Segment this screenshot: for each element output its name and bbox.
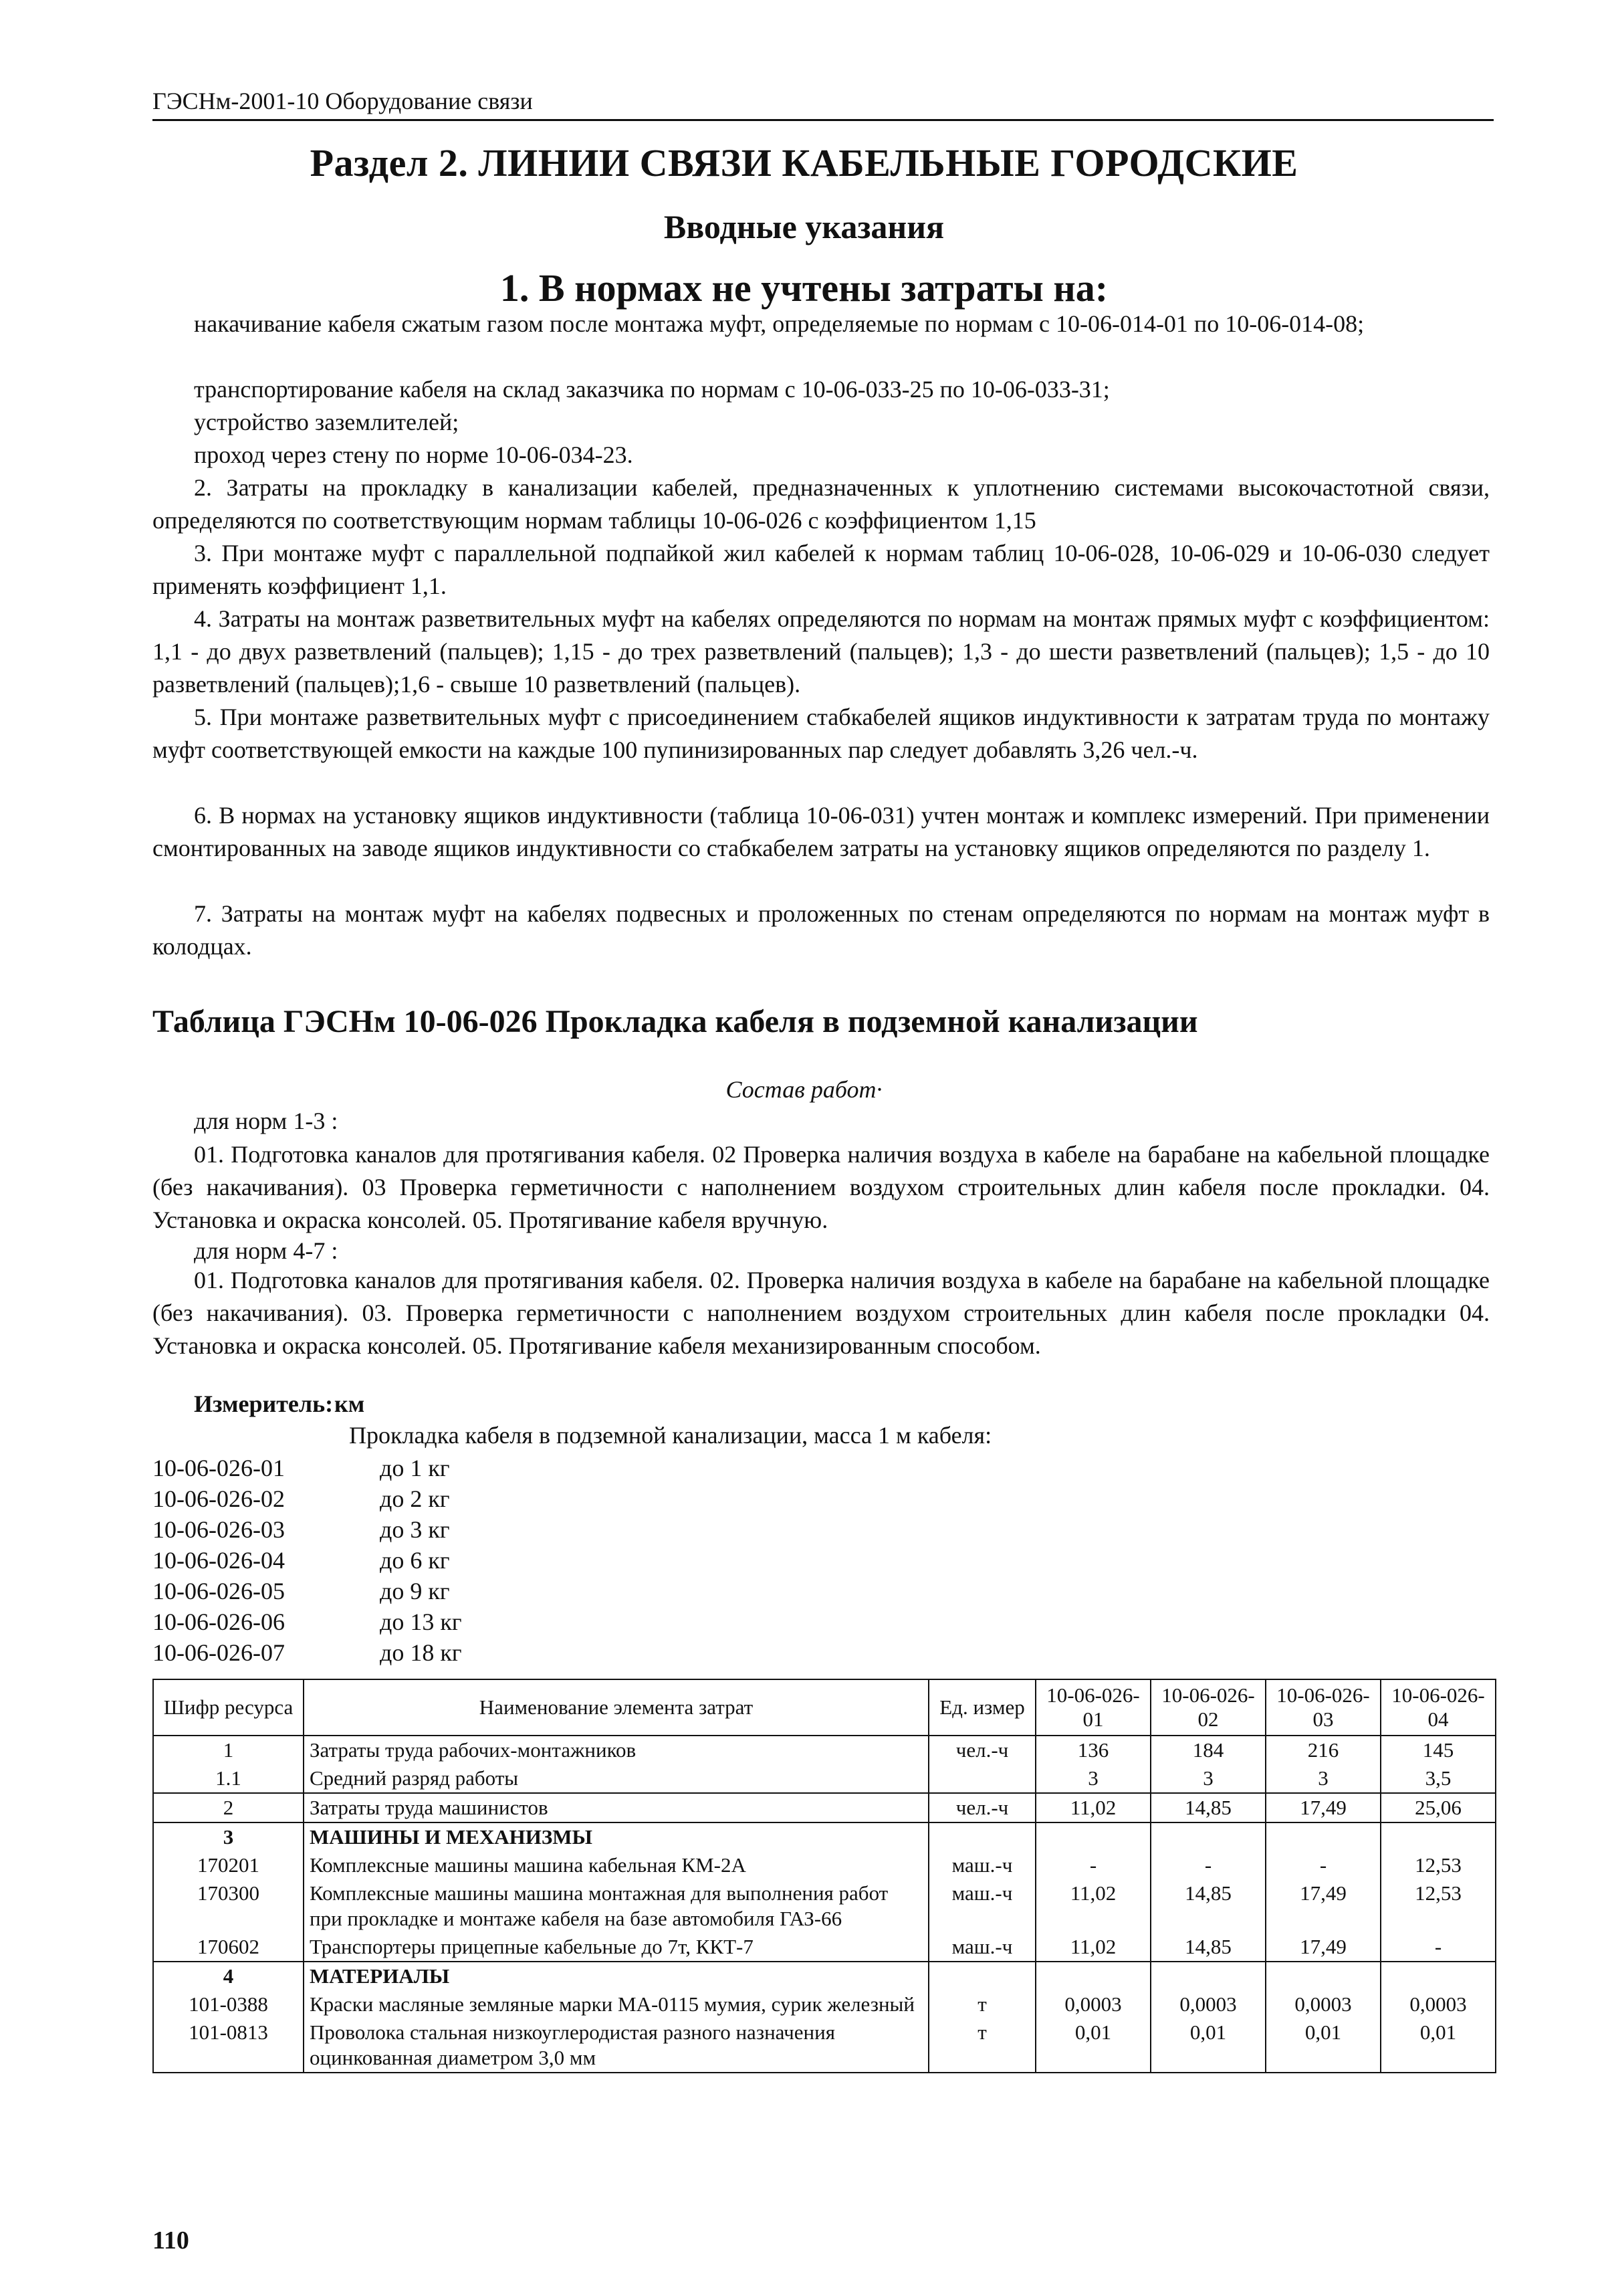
cell-value: 216	[1266, 1736, 1381, 1764]
norm-code: 10-06-026-01	[152, 1455, 285, 1481]
cell-value: -	[1266, 1851, 1381, 1879]
cell-value: 145	[1381, 1736, 1496, 1764]
norm-code: 10-06-026-04	[152, 1547, 285, 1574]
running-header: ГЭСНм-2001-10 Оборудование связи	[152, 88, 533, 114]
cell-value: 0,0003	[1151, 1990, 1266, 2018]
cell-unit	[929, 1764, 1036, 1793]
measurement-unit-label: Измеритель:	[194, 1390, 334, 1417]
cell-value	[1151, 1822, 1266, 1851]
measurement-unit-value: км	[334, 1390, 365, 1417]
cell-value: 136	[1036, 1736, 1151, 1764]
norms-4-7-label: для норм 4-7 :	[194, 1237, 338, 1264]
cell-value	[1381, 1962, 1496, 1990]
cell-unit: т	[929, 1990, 1036, 2018]
cell-name: Затраты труда машинистов	[304, 1793, 929, 1822]
cell-value	[1266, 1962, 1381, 1990]
norm-code-row	[152, 1606, 462, 1637]
norm-mass: до 18 кг	[380, 1639, 462, 1666]
cell-value: 11,02	[1036, 1879, 1151, 1933]
header-divider	[152, 119, 1494, 121]
cell-value: 0,01	[1151, 2018, 1266, 2073]
cell-cipher: 3	[153, 1822, 304, 1851]
cell-name: Транспортеры прицепные кабельные до 7т, ККТ-7	[304, 1933, 929, 1962]
cell-unit: чел.-ч	[929, 1736, 1036, 1764]
cell-value	[1381, 1822, 1496, 1851]
norm-mass: до 6 кг	[380, 1547, 450, 1574]
norm-mass: до 3 кг	[380, 1516, 450, 1543]
resource-norms-table	[152, 1679, 1496, 2073]
cell-value: 17,49	[1266, 1793, 1381, 1822]
norm-code-row	[152, 1576, 462, 1606]
table-row	[153, 1879, 1496, 1933]
cell-value: 12,53	[1381, 1851, 1496, 1879]
cell-value: 14,85	[1151, 1879, 1266, 1933]
cell-name: Комплексные машины машина монтажная для выполнения работ при прокладке и монтаже кабеля на базе автомобиля ГАЗ-66	[304, 1879, 929, 1933]
norm-code: 10-06-026-02	[152, 1485, 285, 1512]
section-title: Раздел 2. ЛИНИИ СВЯЗИ КАБЕЛЬНЫЕ ГОРОДСКИЕ	[310, 141, 1298, 185]
table-row	[153, 1736, 1496, 1764]
header-norm-02: 10-06-026-02	[1151, 1679, 1266, 1736]
mass-title: Прокладка кабеля в подземной канализации, масса 1 м кабеля:	[349, 1422, 992, 1449]
intro-paragraph: 3. При монтаже муфт с параллельной подпайкой жил кабелей к нормам таблиц 10-06-028, 10-06-029 и 10-06-030 следует применять коэффициент 1,1.	[152, 540, 1490, 599]
cell-value: 0,01	[1036, 2018, 1151, 2073]
intro-paragraph: проход через стену по норме 10-06-034-23.	[194, 441, 633, 468]
table-title: Таблица ГЭСНм 10-06-026 Прокладка кабеля в подземной канализации	[152, 1004, 1198, 1039]
norm-code: 10-06-026-07	[152, 1639, 285, 1666]
cell-name: Комплексные машины машина кабельная КМ-2А	[304, 1851, 929, 1879]
cell-unit: чел.-ч	[929, 1793, 1036, 1822]
header-unit: Ед. измер	[929, 1679, 1036, 1736]
cell-value	[1036, 1822, 1151, 1851]
cell-name: Затраты труда рабочих-монтажников	[304, 1736, 929, 1764]
cell-cipher: 170602	[153, 1933, 304, 1962]
norm-code: 10-06-026-03	[152, 1516, 285, 1543]
page-number: 110	[152, 2226, 189, 2255]
cell-cipher: 4	[153, 1962, 304, 1990]
cell-unit	[929, 1822, 1036, 1851]
cell-value: 11,02	[1036, 1933, 1151, 1962]
cell-value: 3	[1036, 1764, 1151, 1793]
intro-paragraph: накачивание кабеля сжатым газом после монтажа муфт, определяемые по нормам с 10-06-014-01 по 10-06-014-08;	[194, 310, 1365, 337]
cell-value: 11,02	[1036, 1793, 1151, 1822]
norm-code: 10-06-026-06	[152, 1608, 285, 1635]
header-norm-01: 10-06-026-01	[1036, 1679, 1151, 1736]
cell-value: 0,0003	[1381, 1990, 1496, 2018]
intro-paragraph: 5. При монтаже разветвительных муфт с присоединением стабкабелей ящиков индуктивности к затратам труда по монтажу муфт соответствующей емкости на каждые 100 пупинизированных пар следует добавлять 3,26 чел.-ч.	[152, 704, 1490, 763]
cell-unit: т	[929, 2018, 1036, 2073]
cell-value: 0,0003	[1266, 1990, 1381, 2018]
cell-value	[1036, 1962, 1151, 1990]
cell-cipher: 2	[153, 1793, 304, 1822]
cell-value: 25,06	[1381, 1793, 1496, 1822]
cell-value: 14,85	[1151, 1793, 1266, 1822]
table-row	[153, 2018, 1496, 2073]
table-group-row	[153, 1962, 1496, 1990]
norms-4-7-text: 01. Подготовка каналов для протягивания кабеля. 02. Проверка наличия воздуха в кабеле на барабане на кабельной площадке (без накачивания). 03. Проверка герметичности с наполнением воздухом строительных длин кабеля после прокладки 04. Установка и окраска консолей. 05. Протягивание кабеля механизированным способом.	[152, 1267, 1490, 1359]
norms-1-3-label: для норм 1-3 :	[194, 1108, 338, 1134]
norm-mass: до 2 кг	[380, 1485, 450, 1512]
cell-unit: маш.-ч	[929, 1933, 1036, 1962]
table-row	[153, 1933, 1496, 1962]
intro-paragraph: 4. Затраты на монтаж разветвительных муфт на кабелях определяются по нормам на монтаж прямых муфт с коэффициентом: 1,1 - до двух разветвлений (пальцев); 1,15 - до трех разветвлений (пальцев); 1,3 - до шести разветвлений (пальцев); 1,5 - до 10 разветвлений (пальцев);1,6 - свыше 10 разветвлений (пальцев).	[152, 605, 1490, 698]
norm-code-row	[152, 1453, 462, 1483]
norm-code-row	[152, 1514, 462, 1545]
header-name: Наименование элемента затрат	[304, 1679, 929, 1736]
cell-cipher: 1	[153, 1736, 304, 1764]
cell-value: 3	[1266, 1764, 1381, 1793]
heading-not-included: 1. В нормах не учтены затраты на:	[499, 266, 1109, 310]
cell-value: 0,01	[1381, 2018, 1496, 2073]
cell-unit: маш.-ч	[929, 1851, 1036, 1879]
norm-code: 10-06-026-05	[152, 1578, 285, 1604]
cell-name: Краски масляные земляные марки МА-0115 мумия, сурик железный	[304, 1990, 929, 2018]
cell-unit: маш.-ч	[929, 1879, 1036, 1933]
table-row	[153, 1764, 1496, 1793]
norm-code-row	[152, 1483, 462, 1514]
work-composition-heading: Состав работ·	[725, 1076, 883, 1103]
cell-value: 0,01	[1266, 2018, 1381, 2073]
norm-code-row	[152, 1545, 462, 1576]
cell-unit	[929, 1962, 1036, 1990]
intro-paragraph: устройство заземлителей;	[194, 409, 459, 435]
header-cipher: Шифр ресурса	[153, 1679, 304, 1736]
cell-cipher: 101-0813	[153, 2018, 304, 2073]
cell-value: -	[1381, 1933, 1496, 1962]
cell-cipher: 101-0388	[153, 1990, 304, 2018]
table-row	[153, 1851, 1496, 1879]
cell-value: 14,85	[1151, 1933, 1266, 1962]
cell-value: 0,0003	[1036, 1990, 1151, 2018]
table-row	[153, 1990, 1496, 2018]
cell-value: -	[1151, 1851, 1266, 1879]
cell-name: Средний разряд работы	[304, 1764, 929, 1793]
cell-cipher: 170300	[153, 1879, 304, 1933]
section-subtitle: Вводные указания	[663, 208, 945, 245]
cell-name: МАШИНЫ И МЕХАНИЗМЫ	[304, 1822, 929, 1851]
table-header-row	[153, 1679, 1496, 1736]
norm-codes-list	[152, 1453, 462, 1668]
cell-value: 3	[1151, 1764, 1266, 1793]
norm-code-row	[152, 1637, 462, 1668]
intro-paragraph: 6. В нормах на установку ящиков индуктивности (таблица 10-06-031) учтен монтаж и комплекс измерений. При применении смонтированных на заводе ящиков индуктивности со стабкабелем затраты на установку ящиков определяются по разделу 1.	[152, 802, 1490, 861]
header-norm-03: 10-06-026-03	[1266, 1679, 1381, 1736]
cell-value: 17,49	[1266, 1933, 1381, 1962]
cell-cipher: 170201	[153, 1851, 304, 1879]
cell-name: Проволока стальная низкоуглеродистая разного назначения оцинкованная диаметром 3,0 мм	[304, 2018, 929, 2073]
intro-paragraph: 2. Затраты на прокладку в канализации кабелей, предназначенных к уплотнению системами высокочастотной связи, определяются по соответствующим нормам таблицы 10-06-026 с коэффициентом 1,15	[152, 474, 1490, 534]
cell-cipher: 1.1	[153, 1764, 304, 1793]
cell-name: МАТЕРИАЛЫ	[304, 1962, 929, 1990]
cell-value: 12,53	[1381, 1879, 1496, 1933]
intro-paragraph: транспортирование кабеля на склад заказчика по нормам с 10-06-033-25 по 10-06-033-31;	[194, 376, 1110, 403]
norms-1-3-text: 01. Подготовка каналов для протягивания кабеля. 02 Проверка наличия воздуха в кабеле на барабане на кабельной площадке (без накачивания). 03 Проверка герметичности с наполнением воздухом строительных длин кабеля после прокладки. 04. Установка и окраска консолей. 05. Протягивание кабеля вручную.	[152, 1141, 1490, 1233]
header-norm-04: 10-06-026-04	[1381, 1679, 1496, 1736]
intro-paragraph: 7. Затраты на монтаж муфт на кабелях подвесных и проложенных по стенам определяются по нормам на монтаж муфт в колодцах.	[152, 900, 1490, 960]
norm-mass: до 9 кг	[380, 1578, 450, 1604]
cell-value: -	[1036, 1851, 1151, 1879]
table-group-row	[153, 1822, 1496, 1851]
table-row	[153, 1793, 1496, 1822]
norm-mass: до 1 кг	[380, 1455, 450, 1481]
cell-value: 3,5	[1381, 1764, 1496, 1793]
cell-value	[1151, 1962, 1266, 1990]
cell-value	[1266, 1822, 1381, 1851]
norm-mass: до 13 кг	[380, 1608, 462, 1635]
cell-value: 184	[1151, 1736, 1266, 1764]
cell-value: 17,49	[1266, 1879, 1381, 1933]
